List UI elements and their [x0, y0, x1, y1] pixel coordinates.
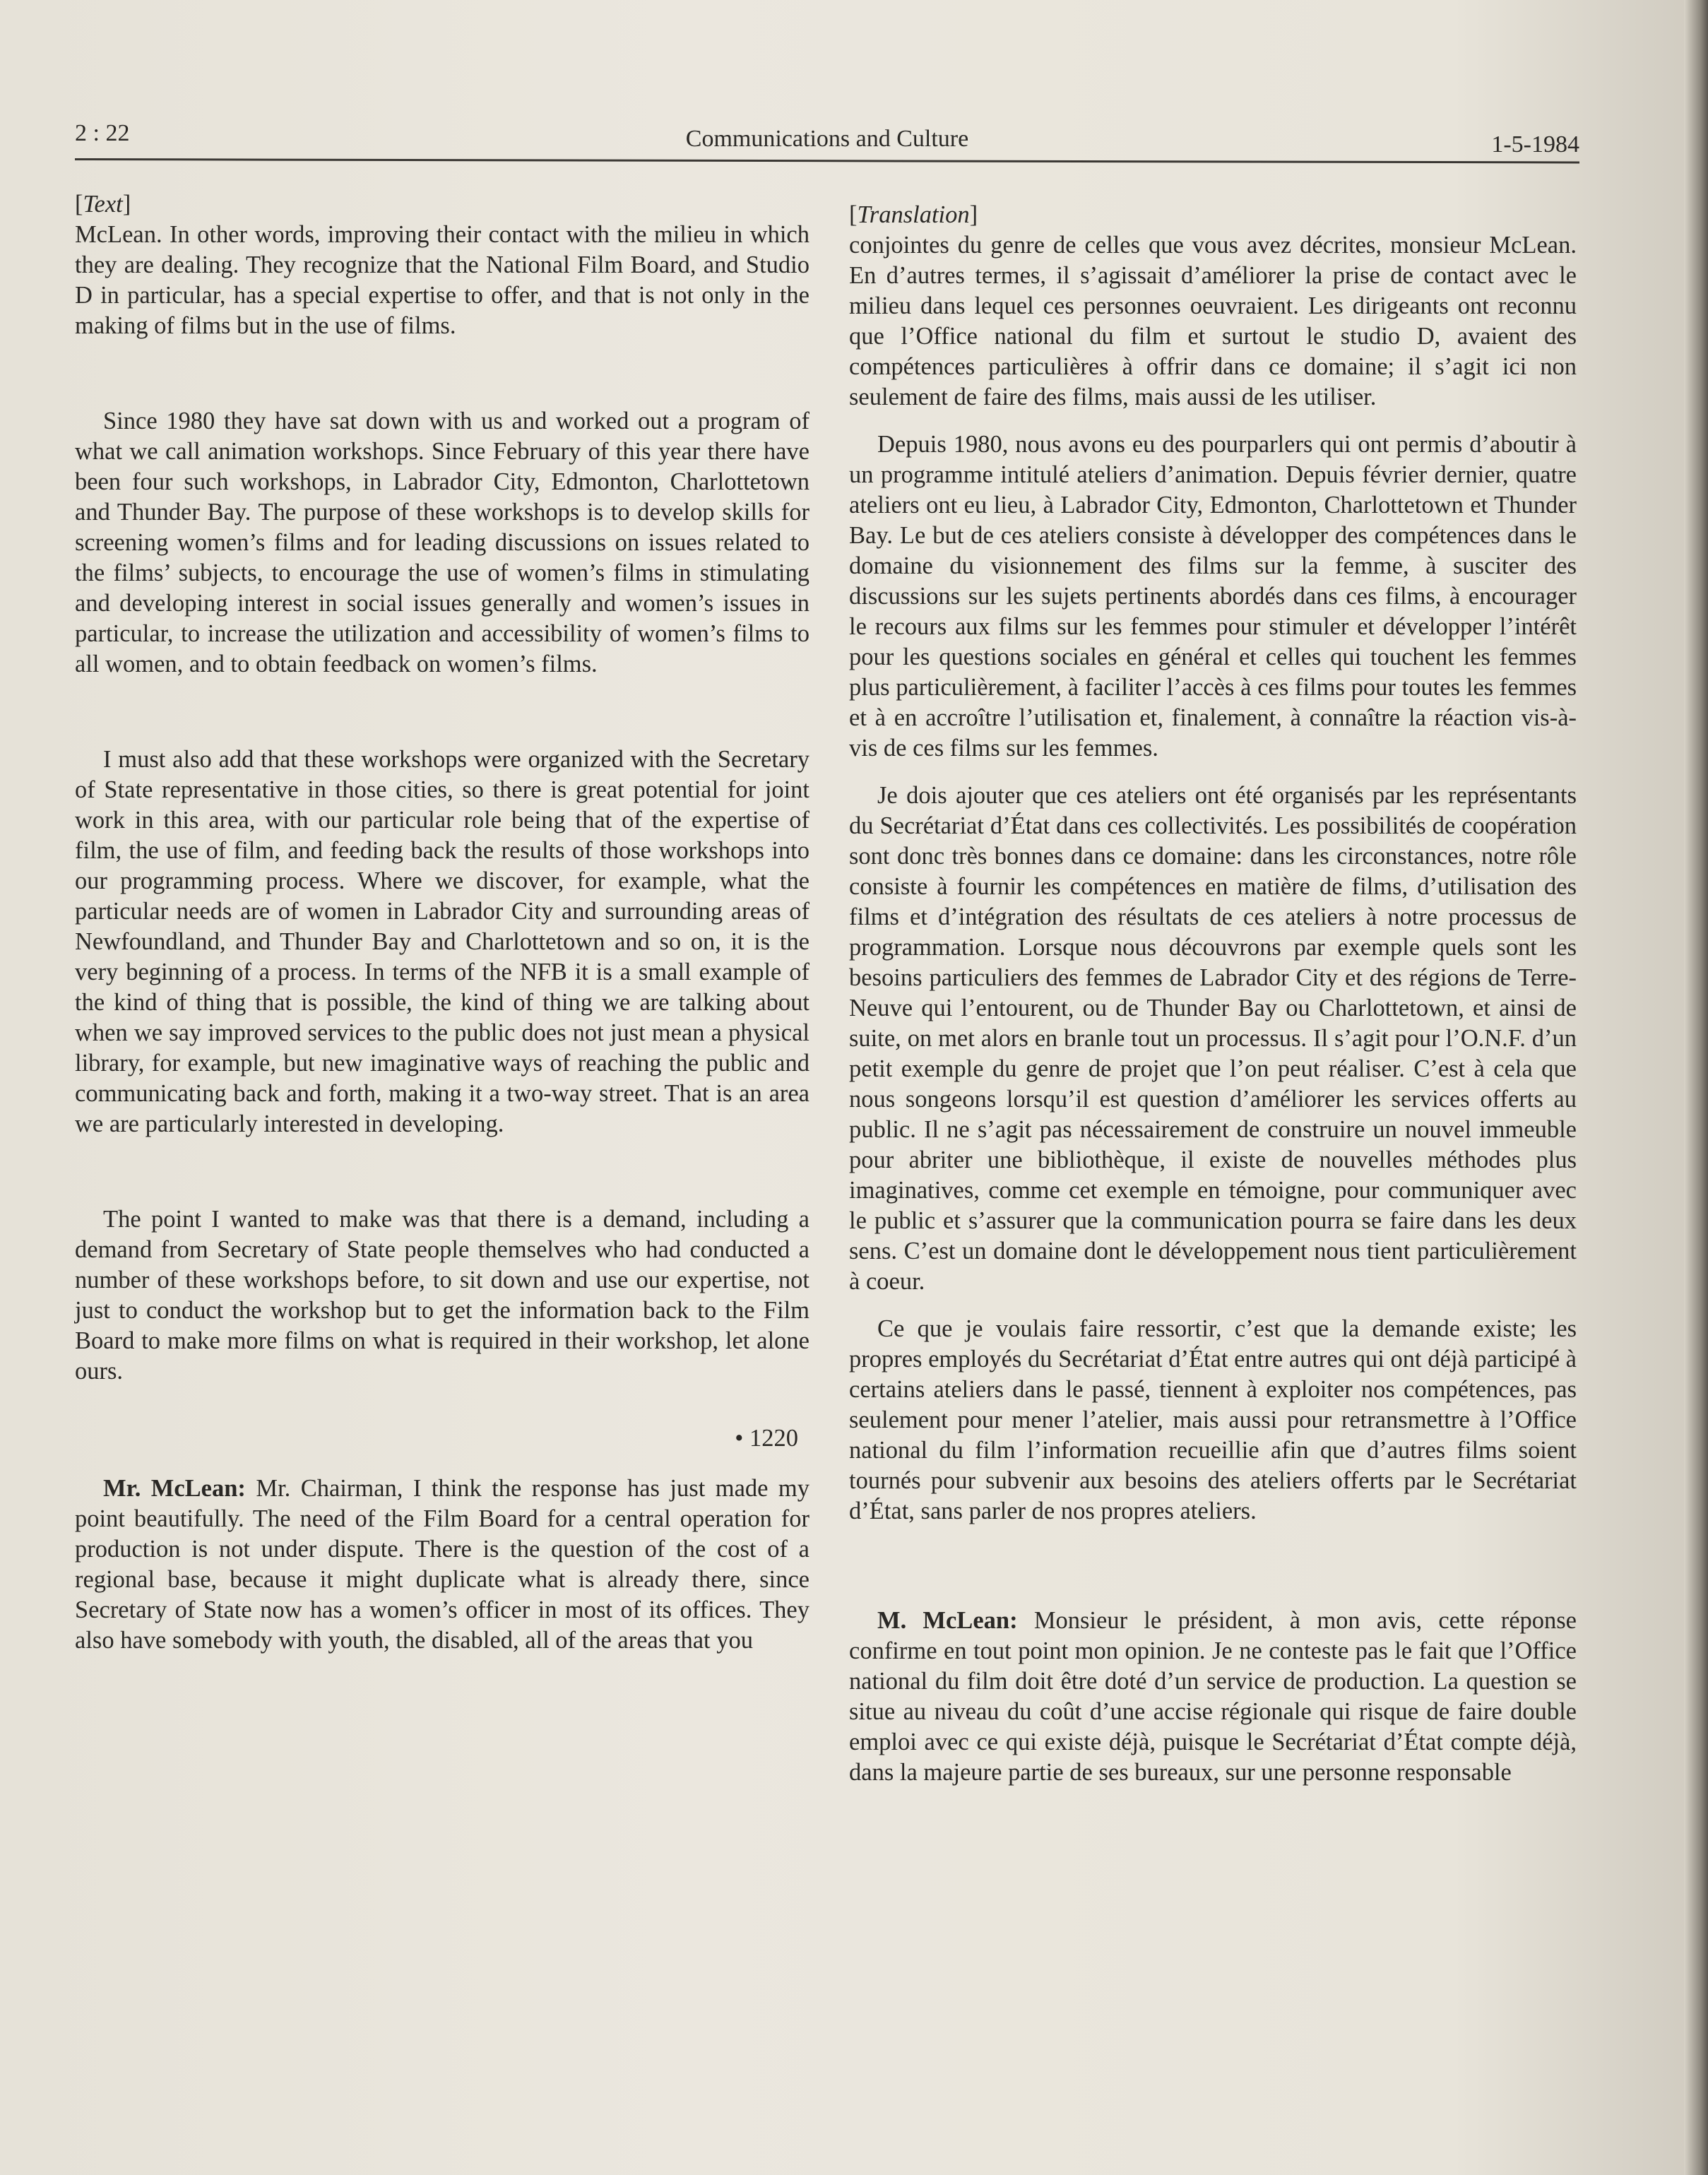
time-marker: • 1220 [735, 1425, 798, 1452]
publication-date: 1-5-1984 [1491, 131, 1579, 158]
speaker-text: Monsieur le président, à mon avis, cette réponse confirme en tout point mon opinion. Je ne conteste pas le fait que l’Office national du film doit être doté d’un service de production. La question se situe au niveau du coût d’une accise régionale qui risque de faire double emploi avec ce qui existe déjà, puisque le Secrétariat d’État compte déjà, dans la majeure partie de ses bureaux, sur une personne responsable [849, 1607, 1577, 1786]
translation-label: [Translation] [849, 201, 978, 228]
publication-title: Communications and Culture [685, 126, 969, 152]
english-column [75, 189, 809, 1656]
page-header [75, 120, 1579, 158]
paragraph: McLean. In other words, improving their contact with the milieu in which they are dealing. They recognize that the National Film Board, and Studio D in particular, has a special expertise to offer, and that is not only in the making of films but in the use of films. [75, 221, 809, 339]
speaker-name: Mr. McLean: [103, 1475, 246, 1502]
paragraph: Ce que je voulais faire ressortir, c’est que la demande existe; les propres employés du Secrétariat d’État entre autres qui ont déjà participé à certains ateliers dans le passé, tiennent à exploiter nos compétences, pas seulement pour mener l’atelier, mais aussi pour retransmettre à l’Office national du film l’information recueillie afin que d’autres films soient tournés pour subvenir aux besoins des ateliers offerts par le Secrétariat d’État, sans parler de nos propres ateliers. [849, 1315, 1577, 1524]
page-number: 2 : 22 [75, 120, 130, 146]
text-label: [Text] [75, 191, 131, 218]
paragraph: conjointes du genre de celles que vous avez décrites, monsieur McLean. En d’autres termes, il s’agissait d’améliorer la prise de contact avec le milieu dans lequel ces personnes oeuvraient. Les dirigeants ont reconnu que l’Office national du film et surtout le studio D, avaient des compétences particulières à offrir dans ce domaine; il s’agit ici non seulement de faire des films, mais aussi de les utiliser. [849, 232, 1577, 410]
speaker-name: M. McLean: [877, 1607, 1018, 1634]
speaker-paragraph [849, 1606, 1577, 1788]
page-edge-shadow [1684, 0, 1708, 2175]
speaker-paragraph [75, 1474, 809, 1656]
text-label-word: Text [83, 191, 123, 218]
paragraph: The point I wanted to make was that there is a demand, including a demand from Secretary of State people themselves who had conducted a number of these workshops before, to sit down and use our expertise, not just to conduct the workshop but to get the information back to the Film Board to make more films on what is required in their workshop, let alone ours. [75, 1206, 809, 1385]
paragraph: Depuis 1980, nous avons eu des pourparlers qui ont permis d’aboutir à un programme intitulé ateliers d’animation. Depuis février dernier, quatre ateliers ont eu lieu, à Labrador City, Edmonton, Charlottetown et Thunder Bay. Le but de ces ateliers consiste à développer des compétences dans le domaine du visionnement des films sur la femme, à susciter des discussions sur les sujets pertinents abordés dans ces films, à encourager le recours aux films sur les femmes pour stimuler et développer l’intérêt pour les questions sociales en général et celles qui touchent les femmes plus particulièrement, à faciliter l’accès à ces films pour toutes les femmes et à en accroître l’utilisation et, finalement, à connaître la réaction vis-à-vis de ces films sur les femmes. [849, 431, 1577, 761]
header-rule [75, 158, 1579, 163]
paragraph: I must also add that these workshops were organized with the Secretary of State representative in those cities, so there is great potential for joint work in this area, with our particular role being that of the expertise of film, the use of film, and feeding back the results of those workshops into our programming process. Where we discover, for example, what the particular needs are of women in Labrador City and surrounding areas of Newfoundland, and Thunder Bay and Charlottetown and so on, it is the very beginning of a process. In terms of the NFB it is a small example of the kind of thing that is possible, the kind of thing we are talking about when we say improved services to the public does not just mean a physical library, for example, but new imaginative ways of reaching the public and communicating back and forth, making it a two-way street. That is an area we are particularly interested in developing. [75, 746, 809, 1137]
paragraph: Since 1980 they have sat down with us and worked out a program of what we call animation workshops. Since February of this year there have been four such workshops, in Labrador City, Edmonton, Charlottetown and Thunder Bay. The purpose of these workshops is to develop skills for screening women’s films and for leading discussions on issues related to the films’ subjects, to encourage the use of women’s films in stimulating and developing interest in social issues generally and women’s issues in particular, to increase the utilization and accessibility of women’s films to all women, and to obtain feedback on women’s films. [75, 408, 809, 677]
french-column [849, 200, 1577, 1788]
paragraph: Je dois ajouter que ces ateliers ont été organisés par les représentants du Secrétariat d’État dans ces collectivités. Les possibilités de coopération sont donc très bonnes dans ce domaine: dans les circonstances, notre rôle consiste à fournir les compétences en matière de films, d’utilisation des films et d’intégration des résultats de ces ateliers à notre processus de programmation. Lorsque nous découvrons par exemple quels sont les besoins particuliers des femmes de Labrador City et des régions de Terre-Neuve qui l’entourent, ou de Thunder Bay ou Charlottetown, et ainsi de suite, on met alors en branle tout un processus. Il s’agit pour l’O.N.F. d’un petit exemple du genre de projet que l’on peut réaliser. C’est à cela que nous songeons lorsqu’il est question d’améliorer les services offerts au public. Il ne s’agit pas nécessairement de construire un nouvel immeuble pour abriter une bibliothèque, il existe de nouvelles méthodes plus imaginatives, comme cet exemple en témoigne, pour communiquer avec le public et s’assurer que la communication pourra se faire dans les deux sens. C’est un domaine dont le développement nous tient particulièrement à coeur. [849, 782, 1577, 1295]
speaker-text: Mr. Chairman, I think the response has just made my point beautifully. The need of the Film Board for a central operation for production is not under dispute. There is the question of the cost of a regional base, because it might duplicate what is already there, since Secretary of State now has a women’s officer in most of its offices. They also have somebody with youth, the disabled, all of the areas that you [75, 1475, 809, 1654]
translation-label-word: Translation [857, 201, 970, 228]
